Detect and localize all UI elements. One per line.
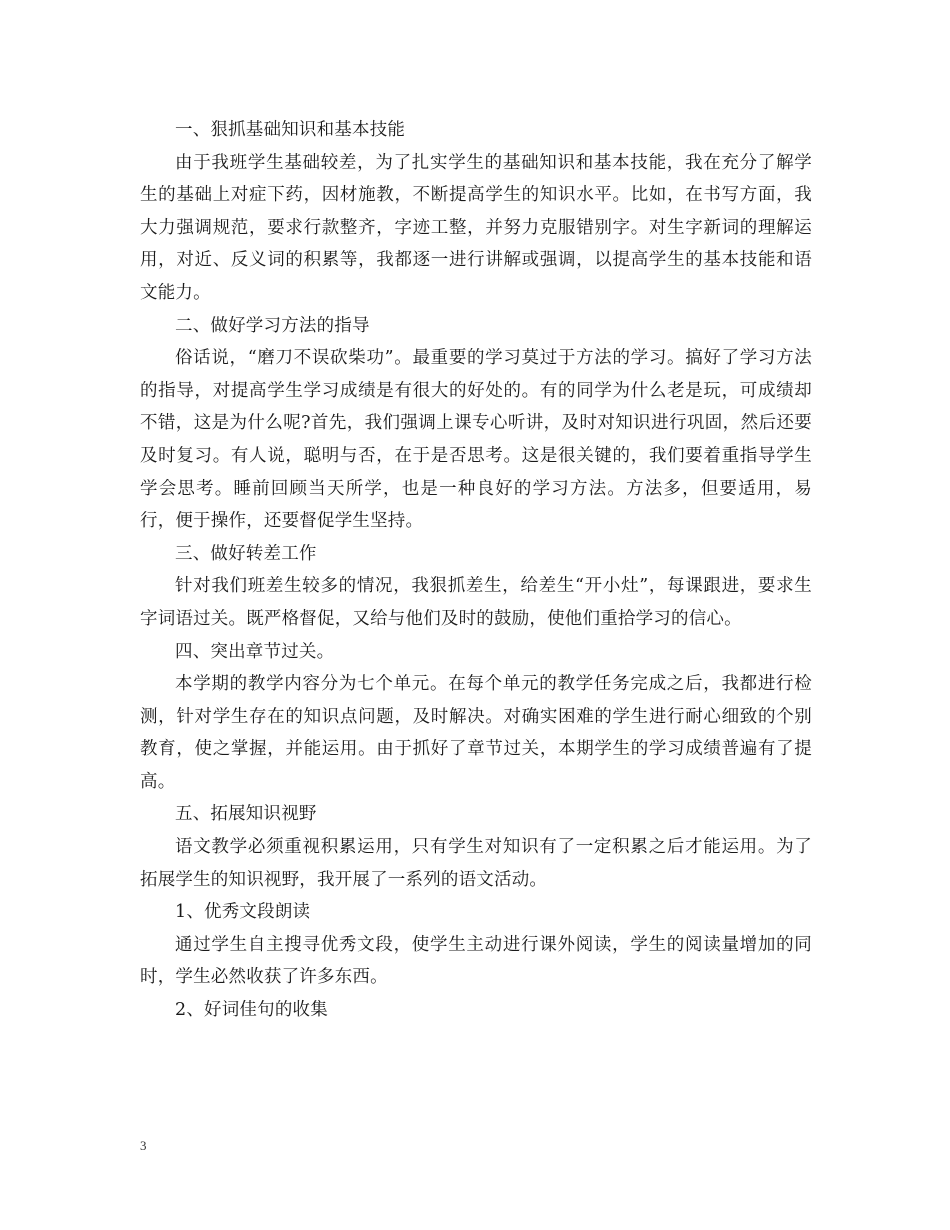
body-paragraph-5: 语文教学必须重视积累运用，只有学生对知识有了一定积累之后才能运用。为了拓展学生的知识视野，我开展了一系列的语文活动。 — [140, 837, 812, 890]
body-paragraph-6: 通过学生自主搜寻优秀文段，使学生主动进行课外阅读，学生的阅读量增加的同时，学生必然收获了许多东西。 — [140, 934, 812, 988]
document-body — [140, 114, 812, 1027]
body-paragraph-3: 针对我们班差生较多的情况，我狠抓差生，给差生“开小灶”，每课跟进，要求生字词语过关。既严格督促，又给与他们及时的鼓励，使他们重拾学习的信心。 — [140, 576, 812, 629]
subsection-heading-2: 2、好词佳句的收集 — [175, 1000, 328, 1021]
section-heading-3: 三、做好转差工作 — [175, 543, 317, 564]
section-heading-1: 一、狠抓基础知识和基本技能 — [175, 120, 406, 140]
body-paragraph-2: 俗话说，“磨刀不误砍柴功”。最重要的学习莫过于方法的学习。搞好了学习方法的指导，对提高学生学习成绩是有很大的好处的。有的同学为什么老是玩，可成绩却不错，这是为什么呢?首先，我们强调上课专心听讲，及时对知识进行巩固，然后还要及时复习。有人说，聪明与否，在于是否思考。这是很关键的，我们要着重指导学生学会思考。睡前回顾当天所学，也是一种良好的学习方法。方法多，但要适用，易行，便于操作，还要督促学生坚持。 — [140, 348, 812, 532]
body-paragraph-1: 由于我班学生基础较差，为了扎实学生的基础知识和基本技能，我在充分了解学生的基础上对症下药，因材施教，不断提高学生的知识水平。比如，在书写方面，我大力强调规范，要求行款整齐，字迹工整，并努力克服错别字。对生字新词的理解运用，对近、反义词的积累等，我都逐一进行讲解或强调，以提高学生的基本技能和语文能力。 — [140, 152, 812, 303]
section-heading-5: 五、拓展知识视野 — [175, 804, 317, 825]
page-number: 3 — [140, 1138, 147, 1153]
section-heading-2: 二、做好学习方法的指导 — [175, 315, 370, 336]
section-heading-4: 四、突出章节过关。 — [175, 641, 335, 662]
body-paragraph-4: 本学期的教学内容分为七个单元。在每个单元的教学任务完成之后，我都进行检测，针对学生存在的知识点问题，及时解决。对确实困难的学生进行耐心细致的个别教育，使之掌握，并能运用。由于抓好了章节过关，本期学生的学习成绩普遍有了提高。 — [140, 674, 812, 792]
subsection-heading-1: 1、优秀文段朗读 — [175, 902, 311, 923]
